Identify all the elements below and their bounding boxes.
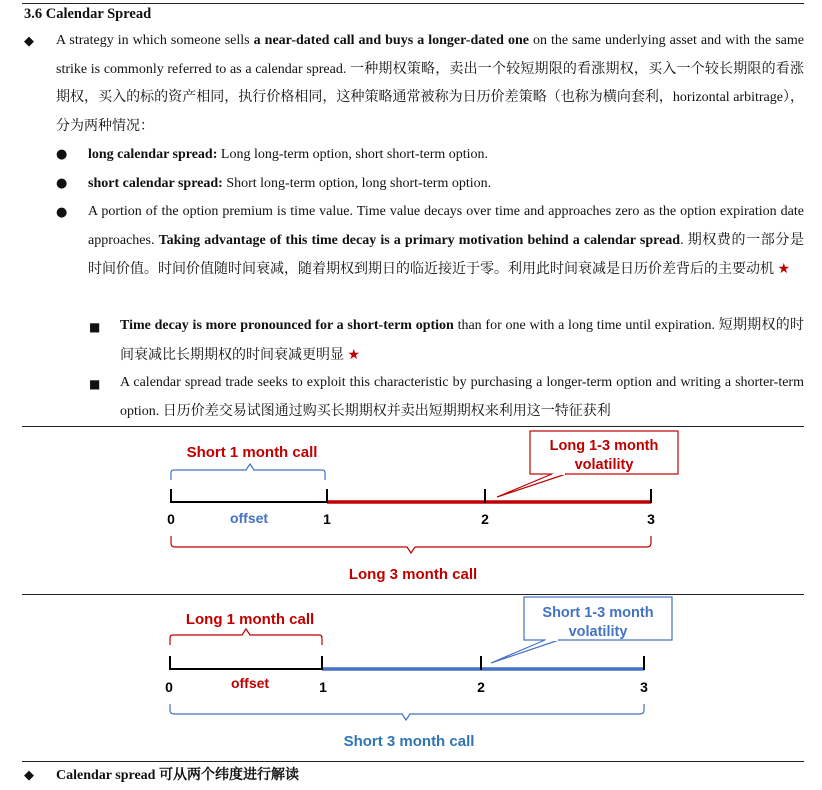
diagram2-callout-pointer [491,640,559,663]
diamond-bullet-icon: ◆ [24,34,34,49]
star-icon: ★ [777,261,791,277]
diagram2-top-label: Long 1 month call [185,611,315,628]
sub-bullet-bold: Time decay is more pronounced for a short-term option [120,318,454,333]
dot-bullet-icon: ● [56,205,68,220]
star-icon: ★ [347,346,361,363]
diagram1-top-label: Short 1 month call [186,444,318,461]
diagram1-tick-label-1: 1 [323,511,331,527]
sub-bullet-text: A calendar spread trade seeks to exploit this characteristic by purchasing a longer-term option and writing a shorter-term option. 日历价差交易试图通过购买长期期权并卖出短期期权来利用这一特征获利 [120,375,804,419]
diagram2-bottom-label: Short 3 month call [343,733,475,750]
diagram1-callout-line2: volatility [574,457,634,473]
diagram1-callout-line1: Long 1-3 month [549,438,659,454]
square-bullet-icon: ■ [89,377,101,391]
time-value-text-bold: Taking advantage of this time decay is a primary motivation behind a calendar spread [158,232,681,248]
short-calendar-bullet [88,170,491,198]
exploit-sub-bullet [120,369,804,426]
dot-bullet-icon: ● [56,147,68,162]
diagram2-bottom-bracket [170,704,644,720]
diagram1-tick-label-2: 2 [481,511,489,527]
time-value-text-2: . 期权费的一部分是时间价值。时间价值随时间衰减，随着期权到期日的临近接近于零。利用此时间衰减是日历价差背后的主要动机 [88,232,805,277]
diagram-short-calendar [0,595,822,759]
sub-bullet-text: than for one with a long time until expiration. 短期期权的时间衰减比长期期权的时间衰减更明显 [120,318,804,363]
top-rule [22,3,804,4]
diagram2-tick-label-2: 2 [477,679,485,695]
diagram2-tick-label-0: 0 [165,679,173,695]
diagram1-tick-label-0: 0 [167,511,175,527]
long-calendar-bullet [88,141,488,169]
diagram-long-calendar [0,427,822,593]
intro-text-bold: a near-dated call and buys a longer-dated one [253,33,529,48]
diagram1-callout-pointer [497,474,566,497]
time-decay-sub-bullet [120,312,804,370]
footer-heading: Calendar spread 可从两个纬度进行解读 [56,768,299,783]
time-value-paragraph [88,198,804,285]
diagram2-callout-line2: volatility [568,624,628,640]
diagram1-offset-label: offset [229,510,269,526]
diagram2-top-bracket [170,629,322,645]
intro-text-1: A strategy in which someone sells [56,33,254,48]
diagram2-tick-label-1: 1 [319,679,327,695]
bullet-text: Short long-term option, long short-term option. [222,176,492,191]
bullet-bold-label: long calendar spread: [88,147,218,162]
square-bullet-icon: ■ [89,320,101,334]
bullet-text: Long long-term option, short short-term option. [217,147,489,162]
diagram2-offset-label: offset [230,675,270,691]
diagram1-bottom-label: Long 3 month call [348,566,478,583]
section-title: 3.6 Calendar Spread [24,6,152,22]
time-value-text-1: A portion of the option premium is time value. Time value decays over time and approaches zero as the option expiration date approaches. [88,204,804,248]
intro-text-2: on the same underlying asset and with the same strike is commonly referred to as a calendar spread. 一种期权策略，卖出一个较短期限的看涨期权，买入一个较长期限的看涨期权，买入的标的资产相同，执行价格相同，这种策略通常被称为日历价差策略（也称为横向套利，horizontal arbitrage），分为两种情况： [56,33,804,134]
diagram2-tick-label-3: 3 [640,679,648,695]
intro-paragraph [56,27,804,141]
diagram1-bottom-bracket [171,536,651,553]
diamond-bullet-icon: ◆ [24,768,34,783]
dot-bullet-icon: ● [56,176,68,191]
diagram1-tick-label-3: 3 [647,511,655,527]
diagram1-top-bracket [171,464,325,480]
diagram2-callout-line1: Short 1-3 month [542,605,654,621]
bullet-bold-label: short calendar spread: [88,176,223,191]
